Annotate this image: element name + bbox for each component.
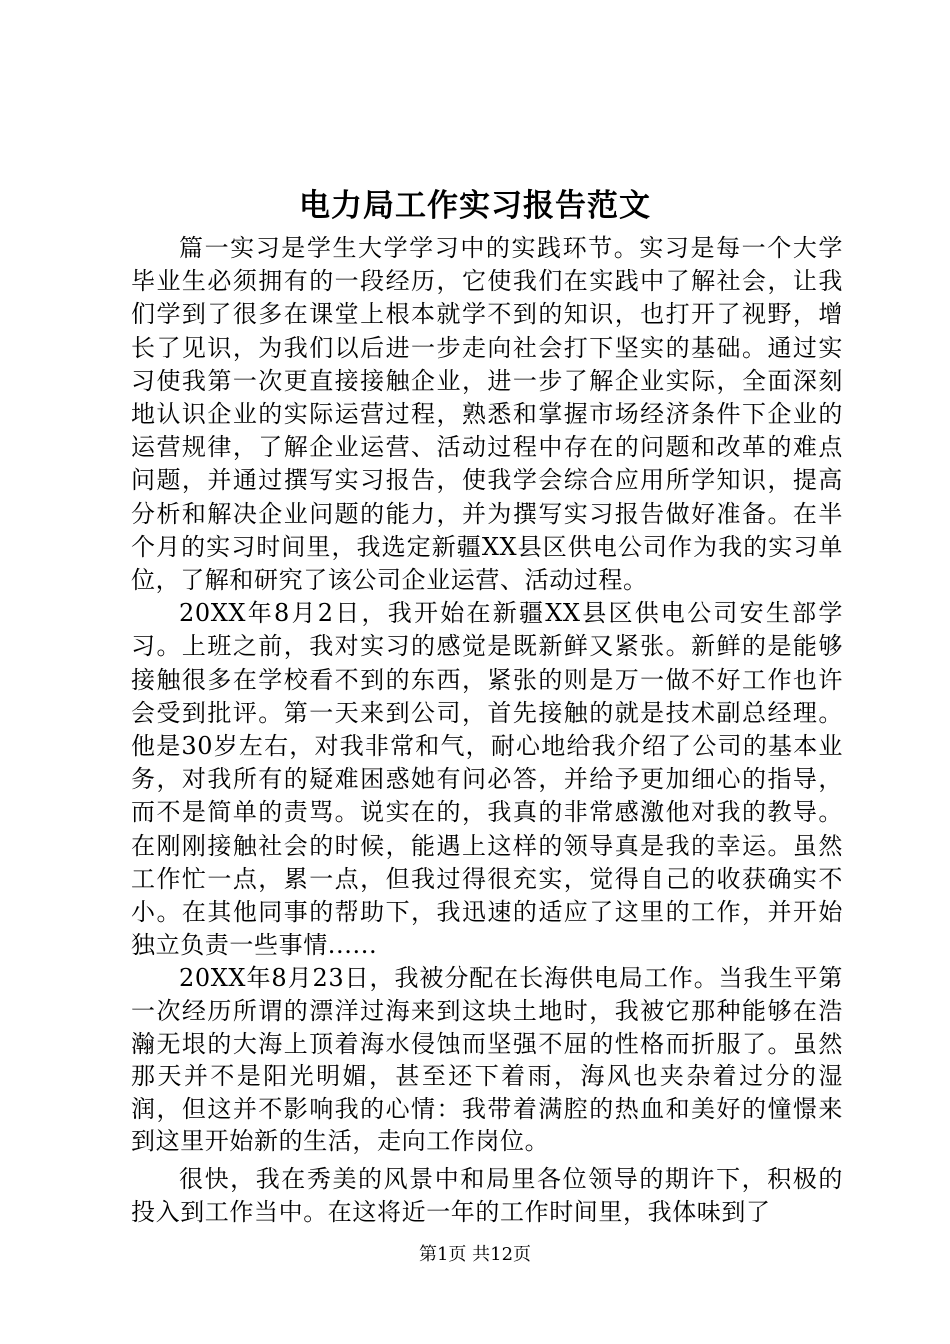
paragraph-3: 20XX年8月23日，我被分配在长海供电局工作。当我生平第一次经历所谓的漂洋过海来到这块土地时，我被它那种能够在浩瀚无垠的大海上顶着海水侵蚀而坚强不屈的性格而折服了。虽然那天并不是阳光明媚，甚至还下着雨，海风也夹杂着过分的湿润，但这并不影响我的心情：我带着满腔的热血和美好的憧憬来到这里开始新的生活，走向工作岗位。 [131, 964, 843, 1156]
paragraph-4: 很快，我在秀美的风景中和局里各位领导的期许下，积极的投入到工作当中。在这将近一年的工作时间里，我体味到了 [131, 1165, 843, 1226]
document-title: 电力局工作实习报告范文 [299, 188, 651, 224]
page-number-footer: 第1页 共12页 [418, 1244, 532, 1265]
paragraph-1: 篇一实习是学生大学学习中的实践环节。实习是每一个大学毕业生必须拥有的一段经历，它使我们在实践中了解社会，让我们学到了很多在课堂上根本就学不到的知识，也打开了视野，增长了见识，为我们以后进一步走向社会打下坚实的基础。通过实习使我第一次更直接接触企业，进一步了解企业实际，全面深刻地认识企业的实际运营过程，熟悉和掌握市场经济条件下企业的运营规律，了解企业运营、活动过程中存在的问题和改革的难点问题，并通过撰写实习报告，使我学会综合应用所学知识，提高分析和解决企业问题的能力，并为撰写实习报告做好准备。在半个月的实习时间里，我选定新疆XX县区供电公司作为我的实习单位，了解和研究了该公司企业运营、活动过程。 [131, 234, 843, 595]
document-body [131, 232, 843, 1228]
paragraph-2: 20XX年8月2日，我开始在新疆XX县区供电公司安生部学习。上班之前，我对实习的感觉是既新鲜又紧张。新鲜的是能够接触很多在学校看不到的东西，紧张的则是万一做不好工作也许会受到批评。第一天来到公司，首先接触的就是技术副总经理。他是30岁左右，对我非常和气，耐心地给我介绍了公司的基本业务，对我所有的疑难困惑她有问必答，并给予更加细心的指导，而不是简单的责骂。说实在的，我真的非常感激他对我的教导。在刚刚接触社会的时候，能遇上这样的领导真是我的幸运。虽然工作忙一点，累一点，但我过得很充实，觉得自己的收获确实不小。在其他同事的帮助下，我迅速的适应了这里的工作，并开始独立负责一些事情...... [131, 599, 843, 960]
